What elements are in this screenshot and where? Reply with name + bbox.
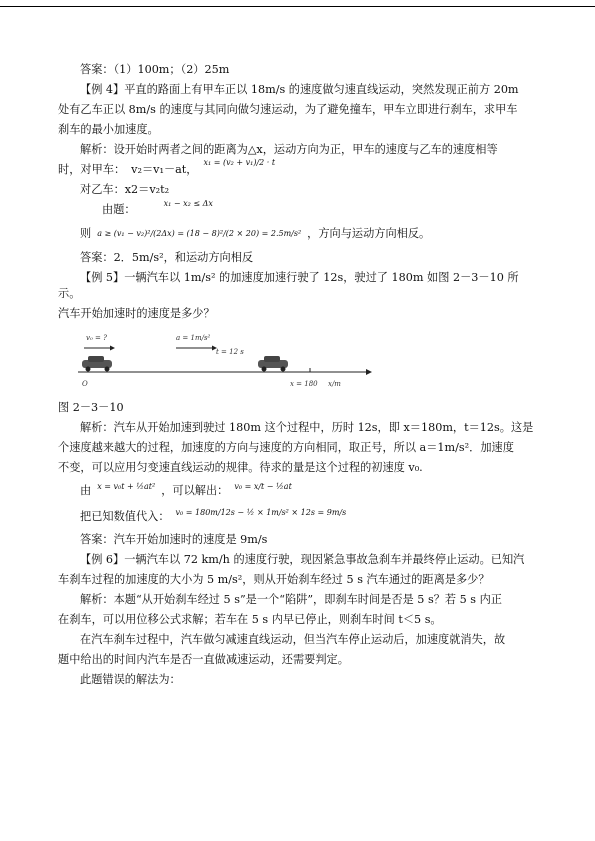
example-5-line-1: 【例 5】一辆汽车以 1m/s² 的加速度加速行驶了 12s，驶过了 180m 如图 2－3－10 所示。 (58, 271, 519, 300)
velocity-arrowhead-icon (110, 346, 115, 351)
solution-5-prefix: 则 (80, 227, 92, 240)
label-v0: v₀ = ? (86, 334, 107, 342)
example-4-line-2: 处有乙车正以 8m/s 的速度与其同向做匀速运动，为了避免撞车，甲车立即进行刹车，求甲车 (58, 103, 518, 116)
solution-5-suffix: ，方向与运动方向相反。 (307, 227, 431, 240)
example-4-solution-4 (58, 199, 538, 218)
formula-substitution: v₀ = 180m/12s − ½ × 1m/s² × 12s = 9m/s (175, 508, 347, 517)
example-5-solution-5 (58, 506, 538, 528)
example-6-line-1: 【例 6】一辆汽车以 72 km/h 的速度行驶，现因紧急事故急刹车并最终停止运动。已知汽 (80, 553, 525, 566)
example-6-solution-1: 解析：本题“从开始刹车经过 5 s”是一个“陷阱”，即刹车时间是否是 5 s？若 5 s 内正 (80, 593, 502, 606)
example-4-answer: 答案：2．5m/s²，和运动方向相反 (80, 251, 254, 264)
example-5-solution-1: 解析：汽车从开始加速到驶过 180m 这个过程中，历时 12s，即 x＝180m，t＝12s。这是 (80, 421, 534, 434)
formula-acceleration: a ≥ (v₁ − v₂)²/(2Δx) = (18 − 8)²/(2 × 20) = 2.5m/s² (97, 229, 302, 238)
top-rule (0, 6, 595, 7)
axis-arrow-icon (366, 369, 372, 375)
formula-x1: x₁ = (v₂ + v₁)/2 · t (203, 158, 276, 167)
example-5 (58, 270, 538, 548)
example-6-line-2: 车刹车过程的加速度的大小为 5 m/s²，则从开始刹车经过 5 s 汽车通过的距离是多少？ (58, 573, 490, 586)
example-6-paragraph-3: 此题错误的解法为： (80, 673, 181, 686)
example-4-line-3: 刹车的最小加速度。 (58, 123, 159, 136)
example-4-solution-2 (58, 158, 538, 178)
solution-4-prefix: 由 (80, 484, 92, 497)
solution-2-prefix: 时，对甲车： (58, 163, 126, 176)
solution-4-mid: ，可以解出： (161, 484, 229, 497)
formula-displacement: x = v₀t + ½at² (97, 482, 156, 491)
solution-5-prefix: 把已知数值代入： (80, 510, 170, 523)
label-axis: x/m (328, 380, 341, 388)
example-4-solution-1: 解析：设开始时两者之间的距离为△x，运动方向为正，甲车的速度与乙车的速度相等 (80, 143, 498, 156)
example-5-solution-2: 个速度越来越大的过程，加速度的方向与速度的方向相同，取正号，所以 a＝1m/s²．加速度 (58, 441, 514, 454)
formula-v0: v₀ = x/t − ½at (234, 482, 292, 491)
solution-4-prefix: 由题： (102, 203, 136, 216)
example-6-paragraph-2-line-1: 在汽车刹车过程中，汽车做匀减速直线运动，但当汽车停止运动后，加速度就消失，故 (80, 633, 506, 646)
figure-caption: 图 2－3－10 (58, 401, 124, 414)
car-start-icon (82, 356, 112, 372)
figure-2-3-10 (76, 326, 376, 400)
car-end-icon (258, 356, 288, 372)
answer-example-3: 答案：（1）100m；（2）25m (80, 63, 230, 76)
example-5-solution-4 (58, 480, 538, 502)
label-origin: O (82, 380, 88, 388)
example-5-solution-3: 不变，可以应用匀变速直线运动的规律。待求的量是这个过程的初速度 v₀. (58, 461, 423, 474)
example-6-solution-2: 在刹车，可以用位移公式求解；若车在 5 s 内早已停止，则刹车时间 t＜5 s。 (58, 613, 442, 626)
example-4 (58, 82, 538, 266)
solution-2-equation: v₂＝v₁－at， (131, 163, 198, 176)
example-4-line-1: 【例 4】平直的路面上有甲车正以 18m/s 的速度做匀速直线运动，突然发现正前方 20m (80, 83, 519, 96)
example-4-solution-5 (58, 222, 538, 246)
label-x-end: x = 180 (290, 380, 318, 388)
example-6 (58, 552, 538, 688)
example-5-line-2: 汽车开始加速时的速度是多少？ (58, 307, 215, 320)
label-time: t = 12 s (216, 348, 244, 356)
document-body (58, 62, 538, 688)
label-acceleration: a = 1m/s² (176, 334, 211, 342)
example-6-paragraph-2-line-2: 题中给出的时间内汽车是否一直做减速运动，还需要判定。 (58, 653, 349, 666)
formula-inequality: x₁ − x₂ ≤ Δx (163, 199, 213, 208)
example-4-solution-3: 对乙车：x2＝v₂t₂ (80, 183, 170, 196)
example-5-answer: 答案：汽车开始加速时的速度是 9m/s (80, 533, 268, 546)
